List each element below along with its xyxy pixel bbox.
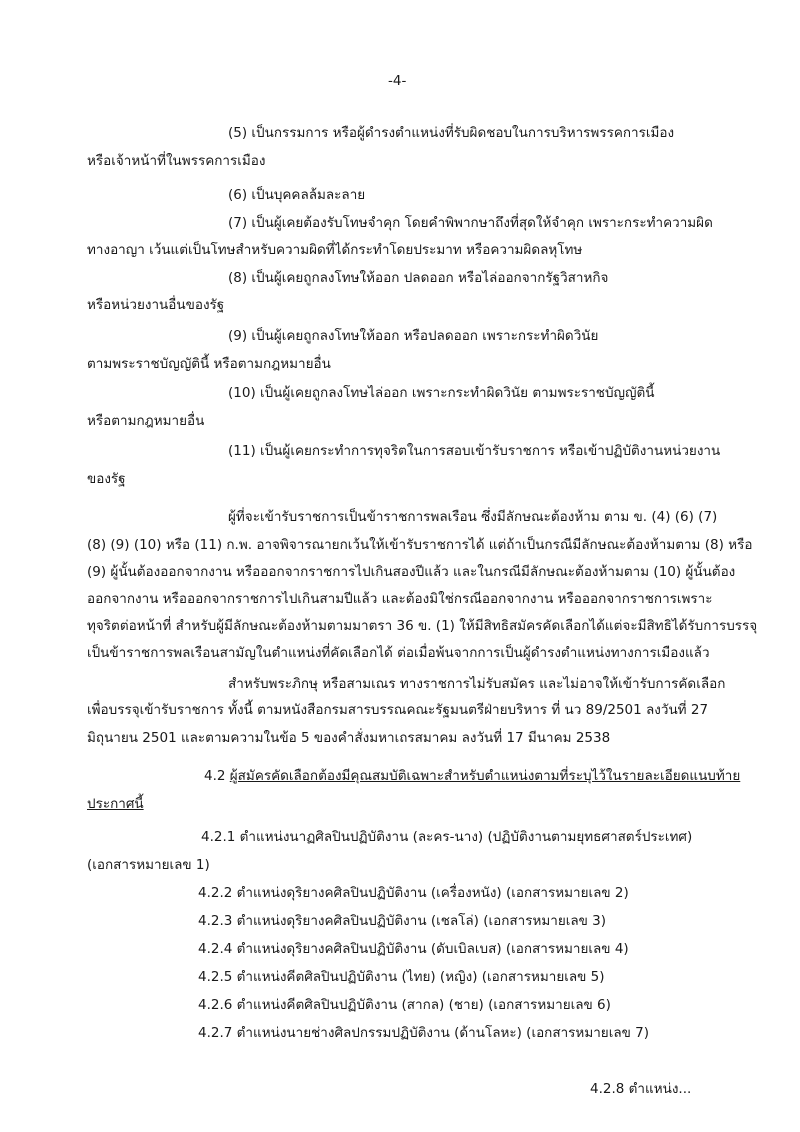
- list-item: 4.2.1 ตำแหน่งนาฏศิลปินปฏิบัติงาน (ละคร-นาง) (ปฏิบัติงานตามยุทธศาสตร์ประเทศ): [201, 829, 693, 845]
- continuation-note: 4.2.8 ตำแหน่ง...: [590, 1081, 692, 1097]
- text-line: หรือหน่วยงานอื่นของรัฐ: [87, 297, 225, 313]
- text-line: (6) เป็นบุคคลล้มละลาย: [228, 187, 366, 203]
- list-item: 4.2.4 ตำแหน่งดุริยางคศิลปินปฏิบัติงาน (ดับเบิลเบส) (เอกสารหมายเลข 4): [198, 941, 629, 957]
- text-line: (5) เป็นกรรมการ หรือผู้ดำรงตำแหน่งที่รับผิดชอบในการบริหารพรรคการเมือง: [228, 125, 675, 141]
- text-line: เป็นข้าราชการพลเรือนสามัญในตำแหน่งที่คัดเลือกได้ ต่อเมื่อพ้นจากการเป็นผู้ดำรงตำแหน่งทางการเมืองแล้ว: [87, 645, 710, 661]
- section-number: 4.2: [204, 768, 230, 784]
- list-item: 4.2.7 ตำแหน่งนายช่างศิลปกรรมปฏิบัติงาน (ด้านโลหะ) (เอกสารหมายเลข 7): [198, 1025, 649, 1041]
- text-line: ออกจากงาน หรือออกจากราชการไปเกินสามปีแล้ว และต้องมิใช่กรณีออกจากงาน หรือออกจากราชการเพราะ: [87, 591, 713, 607]
- text-line: ของรัฐ: [87, 471, 126, 487]
- text-line: (11) เป็นผู้เคยกระทำการทุจริตในการสอบเข้ารับราชการ หรือเข้าปฏิบัติงานหน่วยงาน: [228, 443, 721, 459]
- list-item: 4.2.3 ตำแหน่งดุริยางคศิลปินปฏิบัติงาน (เชลโล่) (เอกสารหมายเลข 3): [198, 913, 607, 929]
- section-heading: [204, 767, 740, 785]
- text-line: (8) (9) (10) หรือ (11) ก.พ. อาจพิจารณายกเว้นให้เข้ารับราชการได้ แต่ถ้าเป็นกรณีมีลักษณะต้องห้ามตาม (8) หรือ: [87, 537, 753, 553]
- text-line: (10) เป็นผู้เคยถูกลงโทษไล่ออก เพราะกระทำผิดวินัย ตามพระราชบัญญัตินี้: [228, 385, 655, 401]
- text-line: ผู้ที่จะเข้ารับราชการเป็นข้าราชการพลเรือน ซึ่งมีลักษณะต้องห้าม ตาม ข. (4) (6) (7): [228, 509, 718, 525]
- list-item: 4.2.5 ตำแหน่งคีตศิลปินปฏิบัติงาน (ไทย) (หญิง) (เอกสารหมายเลข 5): [198, 969, 605, 985]
- text-line: (9) ผู้นั้นต้องออกจากงาน หรือออกจากราชการไปเกินสองปีแล้ว และในกรณีมีลักษณะต้องห้ามตาม (10) ผู้นั้นต้อง: [87, 564, 736, 580]
- list-item: 4.2.6 ตำแหน่งคีตศิลปินปฏิบัติงาน (สากล) (ชาย) (เอกสารหมายเลข 6): [198, 997, 611, 1013]
- text-line: มิถุนายน 2501 และตามความในข้อ 5 ของคำสั่งมหาเถรสมาคม ลงวันที่ 17 มีนาคม 2538: [87, 730, 611, 746]
- text-line: ตามพระราชบัญญัตินี้ หรือตามกฎหมายอื่น: [87, 356, 331, 372]
- text-line: (7) เป็นผู้เคยต้องรับโทษจำคุก โดยคำพิพากษาถึงที่สุดให้จำคุก เพราะกระทำความผิด: [228, 215, 713, 231]
- list-item: (เอกสารหมายเลข 1): [87, 857, 210, 873]
- section-title: ผู้สมัครคัดเลือกต้องมีคุณสมบัติเฉพาะสำหรับตำแหน่งตามที่ระบุไว้ในรายละเอียดแนบท้าย: [229, 768, 741, 784]
- page-number: -4-: [388, 73, 407, 89]
- list-item: 4.2.2 ตำแหน่งดุริยางคศิลปินปฏิบัติงาน (เครื่องหนัง) (เอกสารหมายเลข 2): [198, 885, 629, 901]
- text-line: สำหรับพระภิกษุ หรือสามเณร ทางราชการไม่รับสมัคร และไม่อาจให้เข้ารับการคัดเลือก: [228, 676, 726, 692]
- text-line: ทุจริตต่อหน้าที่ สำหรับผู้มีลักษณะต้องห้ามตามมาตรา 36 ข. (1) ให้มีสิทธิสมัครคัดเลือกได้แต่จะมีสิทธิได้รับการบรรจุ: [87, 618, 758, 634]
- text-line: (9) เป็นผู้เคยถูกลงโทษให้ออก หรือปลดออก เพราะกระทำผิดวินัย: [228, 328, 599, 344]
- text-line: หรือตามกฎหมายอื่น: [87, 413, 205, 429]
- text-line: เพื่อบรรจุเข้ารับราชการ ทั้งนี้ ตามหนังสือกรมสารบรรณคณะรัฐมนตรีฝ่ายบริหาร ที่ นว 89/2501 ลงวันที่ 27: [87, 702, 709, 718]
- text-line: ทางอาญา เว้นแต่เป็นโทษสำหรับความผิดที่ได้กระทำโดยประมาท หรือความผิดลหุโทษ: [87, 242, 583, 258]
- text-line: หรือเจ้าหน้าที่ในพรรคการเมือง: [87, 153, 266, 169]
- section-title-cont: ประกาศนี้: [87, 796, 144, 812]
- text-line: (8) เป็นผู้เคยถูกลงโทษให้ออก ปลดออก หรือไล่ออกจากรัฐวิสาหกิจ: [228, 270, 609, 286]
